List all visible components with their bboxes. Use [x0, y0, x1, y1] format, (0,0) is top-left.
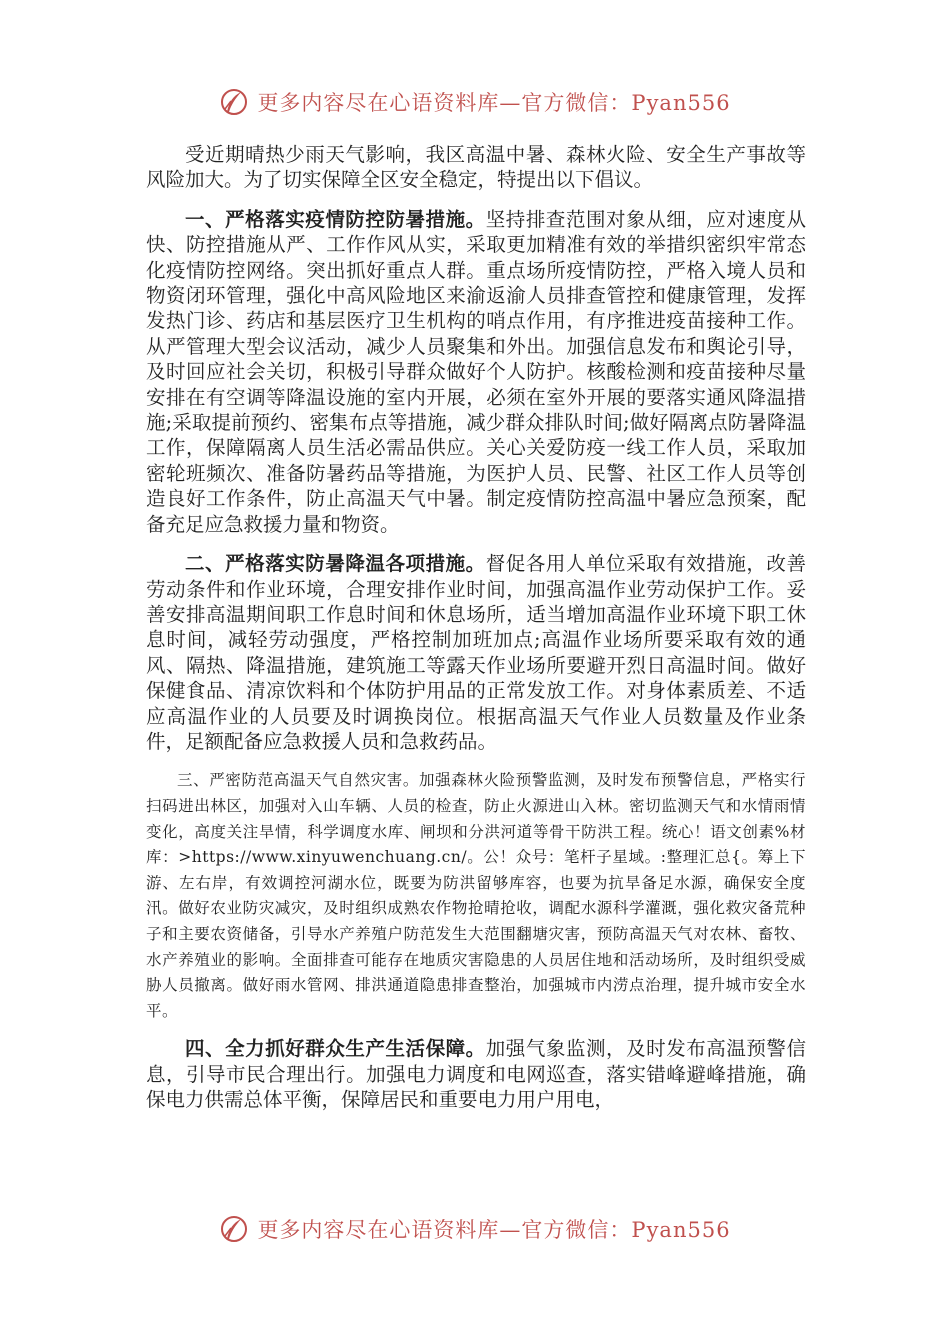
section-1-heading: 一、严格落实疫情防控防暑措施。	[185, 207, 486, 231]
section-2-body: 督促各用人单位采取有效措施，改善劳动条件和作业环境，合理安排作业时间，加强高温作业劳动保护工作。妥善安排高温期间职工作息时间和休息场所，适当增加高温作业环境下职工休息时间，减轻劳动强度，严格控制加班加点;高温作业场所要采取有效的通风、隔热、降温措施，建筑施工等露天作业场所要避开烈日高温时间。做好保健食品、清凉饮料和个体防护用品的正常发放工作。对身体素质差、不适应高温作业的人员要及时调换岗位。根据高温天气作业人员数量及作业条件，足额配备应急救援人员和急救药品。	[146, 552, 806, 753]
section-1-paragraph	[146, 207, 806, 537]
section-2-paragraph	[146, 551, 806, 754]
section-2-heading: 二、严格落实防暑降温各项措施。	[185, 552, 486, 576]
section-4-heading: 四、全力抓好群众生产生活保障。	[185, 1037, 486, 1061]
document-body	[146, 142, 806, 1113]
watermark-text: 更多内容尽在心语资料库—官方微信：Pyan556	[257, 1218, 731, 1242]
section-3-paragraph	[146, 768, 806, 1024]
footer-watermark	[0, 1209, 950, 1249]
section-4-paragraph	[146, 1036, 806, 1112]
section-1-body: 坚持排查范围对象从细，应对速度从快、防控措施从严、工作作风从实，采取更加精准有效的举措织密织牢常态化疫情防控网络。突出抓好重点人群。重点场所疫情防控，严格入境人员和物资闭环管理，强化中高风险地区来渝返渝人员排查管控和健康管理，发挥发热门诊、药店和基层医疗卫生机构的哨点作用，有序推进疫苗接种工作。从严管理大型会议活动，减少人员聚集和外出。加强信息发布和舆论引导，及时回应社会关切，积极引导群众做好个人防护。核酸检测和疫苗接种尽量安排在有空调等降温设施的室内开展，必须在室外开展的要落实通风降温措施;采取提前预约、密集布点等措施，减少群众排队时间;做好隔离点防暑降温工作，保障隔离人员生活必需品供应。关心关爱防疫一线工作人员，采取加密轮班频次、准备防暑药品等措施，为医护人员、民警、社区工作人员等创造良好工作条件，防止高温天气中暑。制定疫情防控高温中暑应急预案，配备充足应急救援力量和物资。	[146, 207, 806, 536]
quill-logo-icon	[219, 1214, 249, 1244]
header-watermark	[0, 82, 950, 122]
section-4-body: 加强气象监测，及时发布高温预警信息，引导市民合理出行。加强电力调度和电网巡查，落实错峰避峰措施，确保电力供需总体平衡，保障居民和重要电力用户用电，	[146, 1037, 806, 1112]
quill-logo-icon	[219, 87, 249, 117]
section-3-text: 三、严密防范高温天气自然灾害。加强森林火险预警监测，及时发布预警信息，严格实行扫码进出林区，加强对入山车辆、人员的检查，防止火源进山入林。密切监测天气和水情雨情变化，高度关注旱情，科学调度水库、闸坝和分洪河道等骨干防洪工程。统心！语文创素%材库：>https://www.xinyuwenchuang.cn/。公！众号：笔杆子星域。:整理汇总{。筹上下游、左右岸，有效调控河湖水位，既要为防洪留够库容，也要为抗旱备足水源，确保安全度汛。做好农业防灾减灾，及时组织成熟农作物抢晴抢收，调配水源科学灌溉，强化救灾备荒种子和主要农资储备，引导水产养殖户防范发生大范围翻塘灾害，预防高温天气对农林、畜牧、水产养殖业的影响。全面排查可能存在地质灾害隐患的人员居住地和活动场所，及时组织受威胁人员撤离。做好雨水管网、排洪通道隐患排查整治，加强城市内涝点治理，提升城市安全水平。	[146, 771, 806, 1020]
intro-paragraph: 受近期晴热少雨天气影响，我区高温中暑、森林火险、安全生产事故等风险加大。为了切实保障全区安全稳定，特提出以下倡议。	[146, 143, 806, 192]
watermark-text: 更多内容尽在心语资料库—官方微信：Pyan556	[257, 91, 731, 115]
